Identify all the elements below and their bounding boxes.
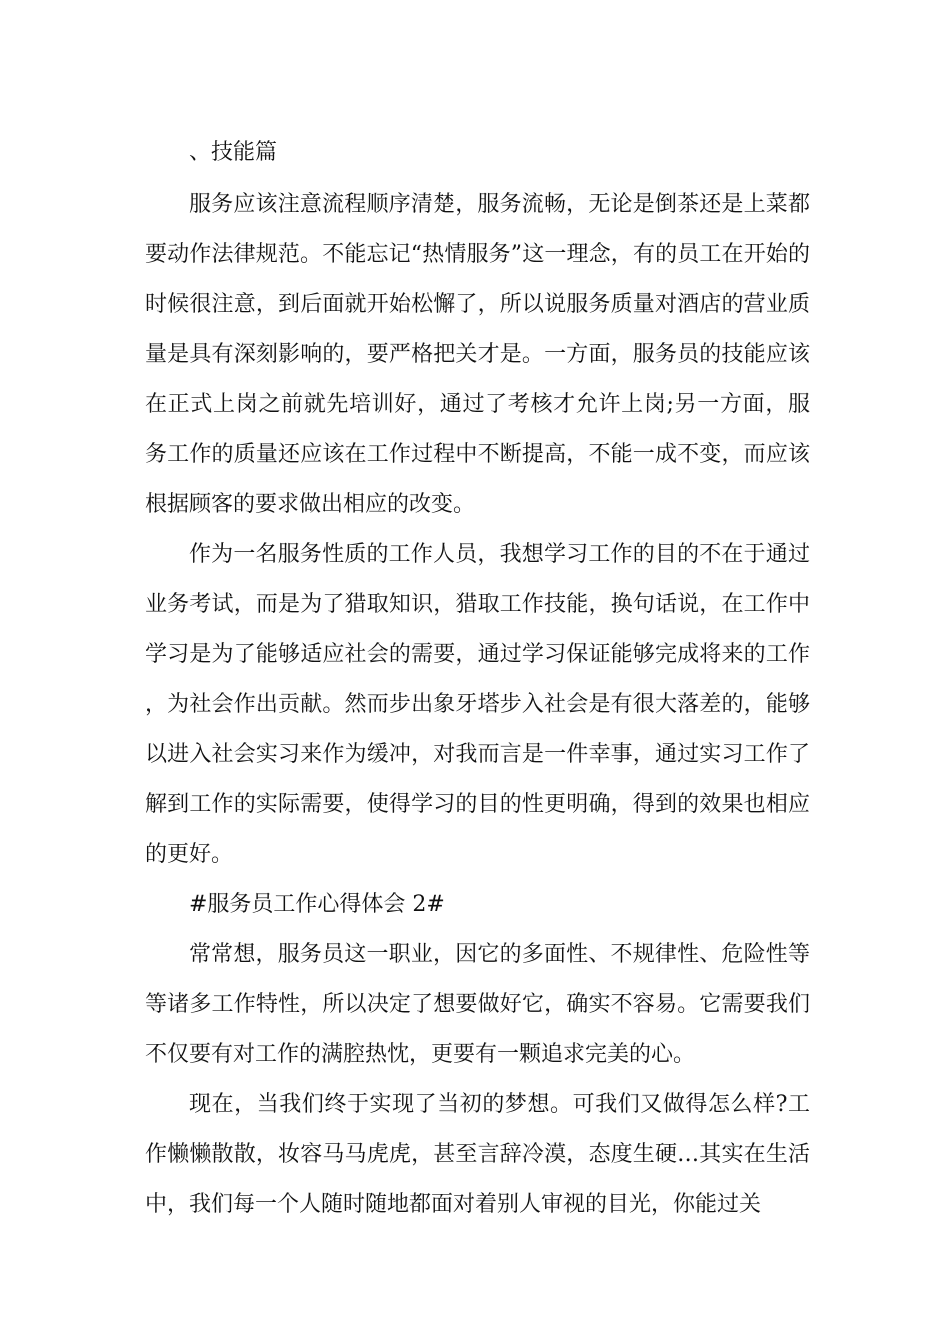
subheading-experience-2: #服务员工作心得体会 2#	[189, 892, 445, 917]
paragraph-profession-reflection: 常常想，服务员这一职业，因它的多面性、不规律性、危险性等等诸多工作特性，所以决定了想要做好它，确实不容易。它需要我们不仅要有对工作的满腔热忱，更要有一颗追求完美的心。	[145, 942, 810, 1067]
paragraph-learning-purpose: 作为一名服务性质的工作人员，我想学习工作的目的不在于通过业务考试，而是为了猎取知识，猎取工作技能，换句话说，在工作中学习是为了能够适应社会的需要，通过学习保证能够完成将来的工作，为社会作出贡献。然而步出象牙塔步入社会是有很大落差的，能够以进入社会实习来作为缓冲，对我而言是一件幸事，通过实习工作了解到工作的实际需要，使得学习的目的性更明确，得到的效果也相应的更好。	[145, 542, 810, 867]
section-heading: 、技能篇	[189, 140, 278, 165]
document-body	[145, 132, 810, 1230]
paragraph-service-skills: 服务应该注意流程顺序清楚，服务流畅，无论是倒茶还是上菜都要动作法律规范。不能忘记“热情服务”这一理念，有的员工在开始的时候很注意，到后面就开始松懈了，所以说服务质量对酒店的营业质量是具有深刻影响的，要严格把关才是。一方面，服务员的技能应该在正式上岗之前就先培训好，通过了考核才允许上岗;另一方面，服务工作的质量还应该在工作过程中不断提高，不能一成不变，而应该根据顾客的要求做出相应的改变。	[145, 192, 810, 517]
paragraph-current-state: 现在，当我们终于实现了当初的梦想。可我们又做得怎么样?工作懒懒散散，妆容马马虎虎，甚至言辞冷漠，态度生硬…其实在生活中，我们每一个人随时随地都面对着别人审视的目光，你能过关	[145, 1092, 810, 1217]
